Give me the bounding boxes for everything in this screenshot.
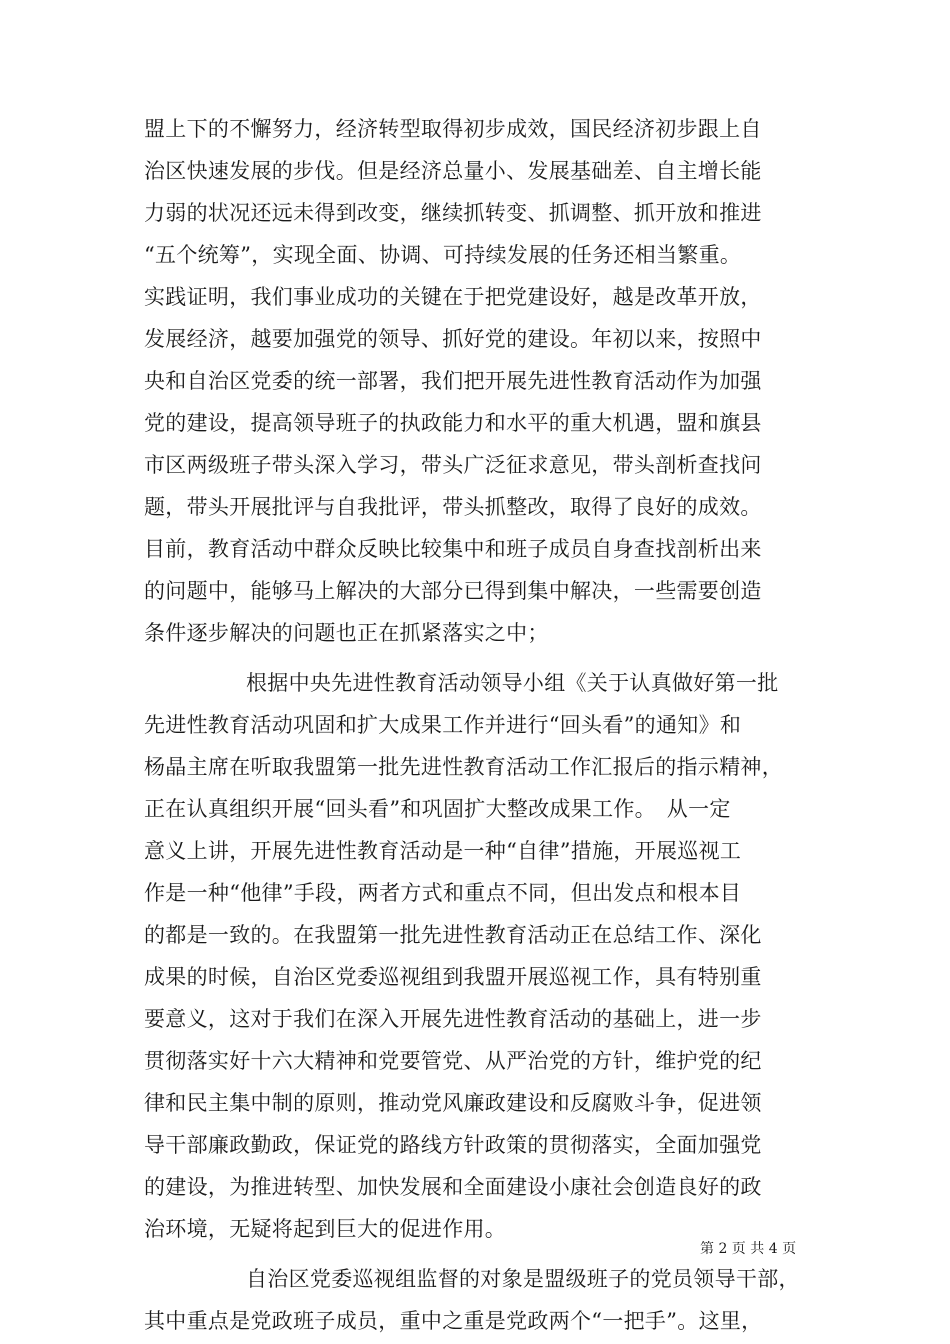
text-line: 发展经济，越要加强党的领导、抓好党的建设。年初以来，按照中 (144, 327, 762, 351)
text-line: 自治区党委巡视组监督的对象是盟级班子的党员领导干部， (246, 1267, 800, 1291)
text-line: 盟上下的不懈努力，经济转型取得初步成效，国民经济初步跟上自 (144, 117, 762, 141)
text-line: 的建设，为推进转型、加快发展和全面建设小康社会创造良好的政 (144, 1175, 762, 1199)
text-line: 作是一种“他律”手段，两者方式和重点不同，但出发点和根本目 (144, 881, 742, 905)
text-line: 要意义，这对于我们在深入开展先进性教育活动的基础上，进一步 (144, 1007, 762, 1031)
text-line: 其中重点是党政班子成员，重中之重是党政两个“一把手”。这里， (144, 1309, 763, 1333)
text-line: 党的建设，提高领导班子的执政能力和水平的重大机遇，盟和旗县 (144, 411, 762, 435)
text-line: 治环境，无疑将起到巨大的促进作用。 (144, 1217, 507, 1241)
text-line: 条件逐步解决的问题也正在抓紧落实之中； (144, 621, 549, 645)
text-line: 先进性教育活动巩固和扩大成果工作并进行“回头看”的通知》和 (144, 713, 742, 737)
text-line: 实践证明，我们事业成功的关键在于把党建设好，越是改革开放， (144, 285, 762, 309)
text-line: 贯彻落实好十六大精神和党要管党、从严治党的方针，维护党的纪 (144, 1049, 762, 1073)
text-line: 题，带头开展批评与自我批评，带头抓整改，取得了良好的成效。 (144, 495, 762, 519)
text-line: 根据中央先进性教育活动领导小组《关于认真做好第一批 (246, 671, 779, 695)
text-line: 导干部廉政勤政，保证党的路线方针政策的贯彻落实，全面加强党 (144, 1133, 762, 1157)
text-line: 正在认真组织开展“回头看”和巩固扩大整改成果工作。 从一定 (144, 797, 731, 821)
text-line: 目前，教育活动中群众反映比较集中和班子成员自身查找剖析出来 (144, 537, 762, 561)
text-line: 律和民主集中制的原则，推动党风廉政建设和反腐败斗争，促进领 (144, 1091, 762, 1115)
text-line: 的问题中，能够马上解决的大部分已得到集中解决，一些需要创造 (144, 579, 762, 603)
text-line: 力弱的状况还远未得到改变，继续抓转变、抓调整、抓开放和推进 (144, 201, 762, 225)
text-line: 意义上讲，开展先进性教育活动是一种“自律”措施，开展巡视工 (144, 839, 742, 863)
page-number: 第 2 页 共 4 页 (700, 1241, 797, 1257)
text-line: “五个统筹”，实现全面、协调、可持续发展的任务还相当繁重。 (144, 243, 742, 267)
text-line: 市区两级班子带头深入学习，带头广泛征求意见，带头剖析查找问 (144, 453, 762, 477)
text-line: 治区快速发展的步伐。但是经济总量小、发展基础差、自主增长能 (144, 159, 762, 183)
text-line: 成果的时候，自治区党委巡视组到我盟开展巡视工作，具有特别重 (144, 965, 762, 989)
text-line: 央和自治区党委的统一部署，我们把开展先进性教育活动作为加强 (144, 369, 762, 393)
text-line: 的都是一致的。在我盟第一批先进性教育活动正在总结工作、深化 (144, 923, 762, 947)
text-line: 杨晶主席在听取我盟第一批先进性教育活动工作汇报后的指示精神， (144, 755, 783, 779)
